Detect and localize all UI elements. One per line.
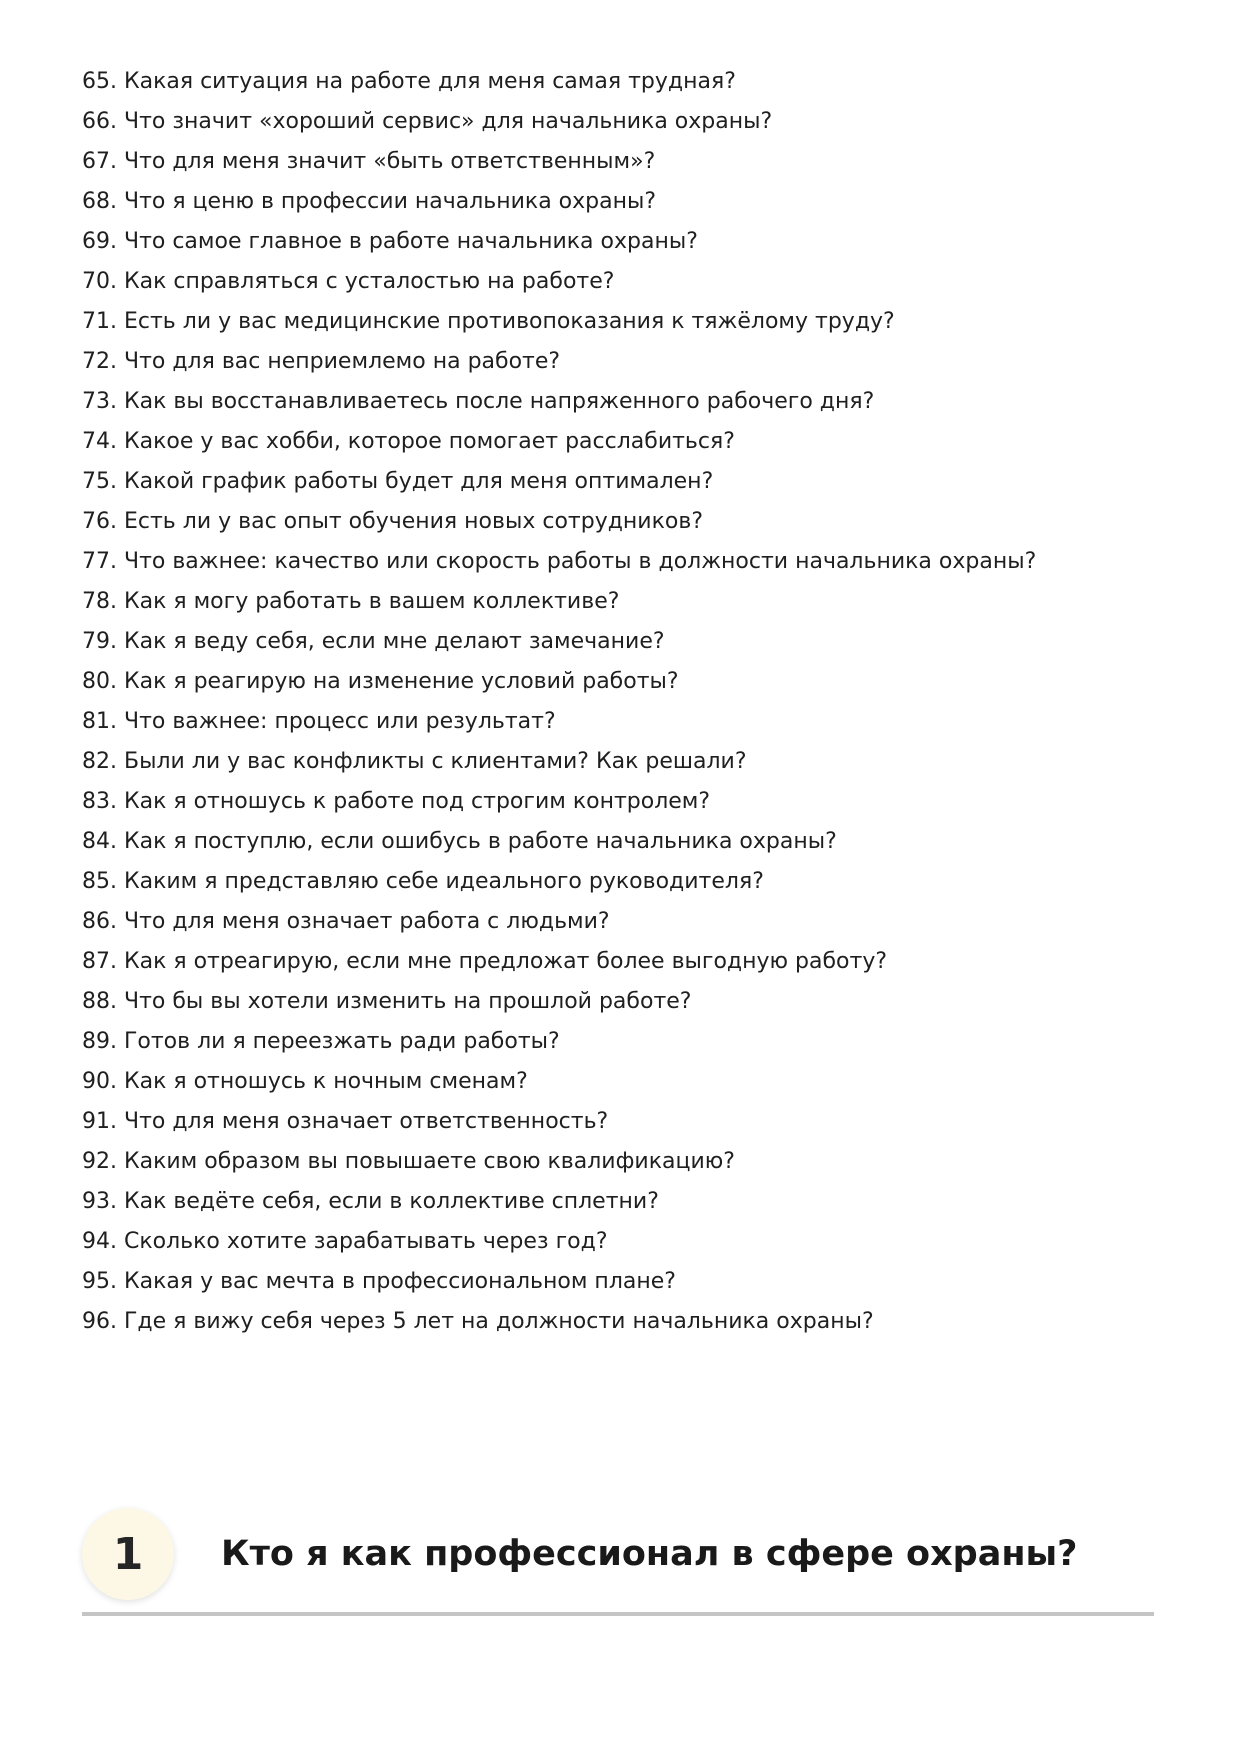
list-item: 86. Что для меня означает работа с людьми? [82,909,610,934]
section-header [82,1508,1154,1616]
list-item: 66. Что значит «хороший сервис» для начальника охраны? [82,109,773,134]
list-item: 85. Каким я представляю себе идеального руководителя? [82,869,764,894]
list-item: 72. Что для вас неприемлемо на работе? [82,349,561,374]
list-item: 95. Какая у вас мечта в профессиональном плане? [82,1269,676,1294]
list-item: 88. Что бы вы хотели изменить на прошлой работе? [82,989,692,1014]
section-title: Кто я как профессионал в сфере охраны? [221,1534,1078,1574]
list-item: 74. Какое у вас хобби, которое помогает расслабиться? [82,429,735,454]
list-item: 83. Как я отношусь к работе под строгим контролем? [82,789,711,814]
list-item: 77. Что важнее: качество или скорость работы в должности начальника охраны? [82,549,1037,574]
list-item: 89. Готов ли я переезжать ради работы? [82,1029,560,1054]
list-item: 82. Были ли у вас конфликты с клиентами? Как решали? [82,749,747,774]
list-item: 90. Как я отношусь к ночным сменам? [82,1069,528,1094]
list-item: 78. Как я могу работать в вашем коллективе? [82,589,620,614]
list-item: 67. Что для меня значит «быть ответственным»? [82,149,656,174]
list-item: 92. Каким образом вы повышаете свою квалификацию? [82,1149,735,1174]
list-item: 65. Какая ситуация на работе для меня самая трудная? [82,69,736,94]
list-item: 68. Что я ценю в профессии начальника охраны? [82,189,657,214]
list-item: 69. Что самое главное в работе начальника охраны? [82,229,698,254]
question-list [82,62,1162,1342]
section-number-badge: 1 [82,1508,174,1600]
list-item: 93. Как ведёте себя, если в коллективе сплетни? [82,1189,659,1214]
list-item: 84. Как я поступлю, если ошибусь в работе начальника охраны? [82,829,837,854]
list-item: 75. Какой график работы будет для меня оптимален? [82,469,714,494]
list-item: 71. Есть ли у вас медицинские противопоказания к тяжёлому труду? [82,309,895,334]
list-item: 94. Сколько хотите зарабатывать через год? [82,1229,608,1254]
list-item: 87. Как я отреагирую, если мне предложат более выгодную работу? [82,949,888,974]
list-item: 70. Как справляться с усталостью на работе? [82,269,615,294]
list-item: 81. Что важнее: процесс или результат? [82,709,556,734]
list-item: 73. Как вы восстанавливаетесь после напряженного рабочего дня? [82,389,875,414]
list-item: 96. Где я вижу себя через 5 лет на должности начальника охраны? [82,1309,874,1334]
list-item: 79. Как я веду себя, если мне делают замечание? [82,629,665,654]
list-item: 76. Есть ли у вас опыт обучения новых сотрудников? [82,509,703,534]
list-item: 80. Как я реагирую на изменение условий работы? [82,669,679,694]
list-item: 91. Что для меня означает ответственность? [82,1109,609,1134]
